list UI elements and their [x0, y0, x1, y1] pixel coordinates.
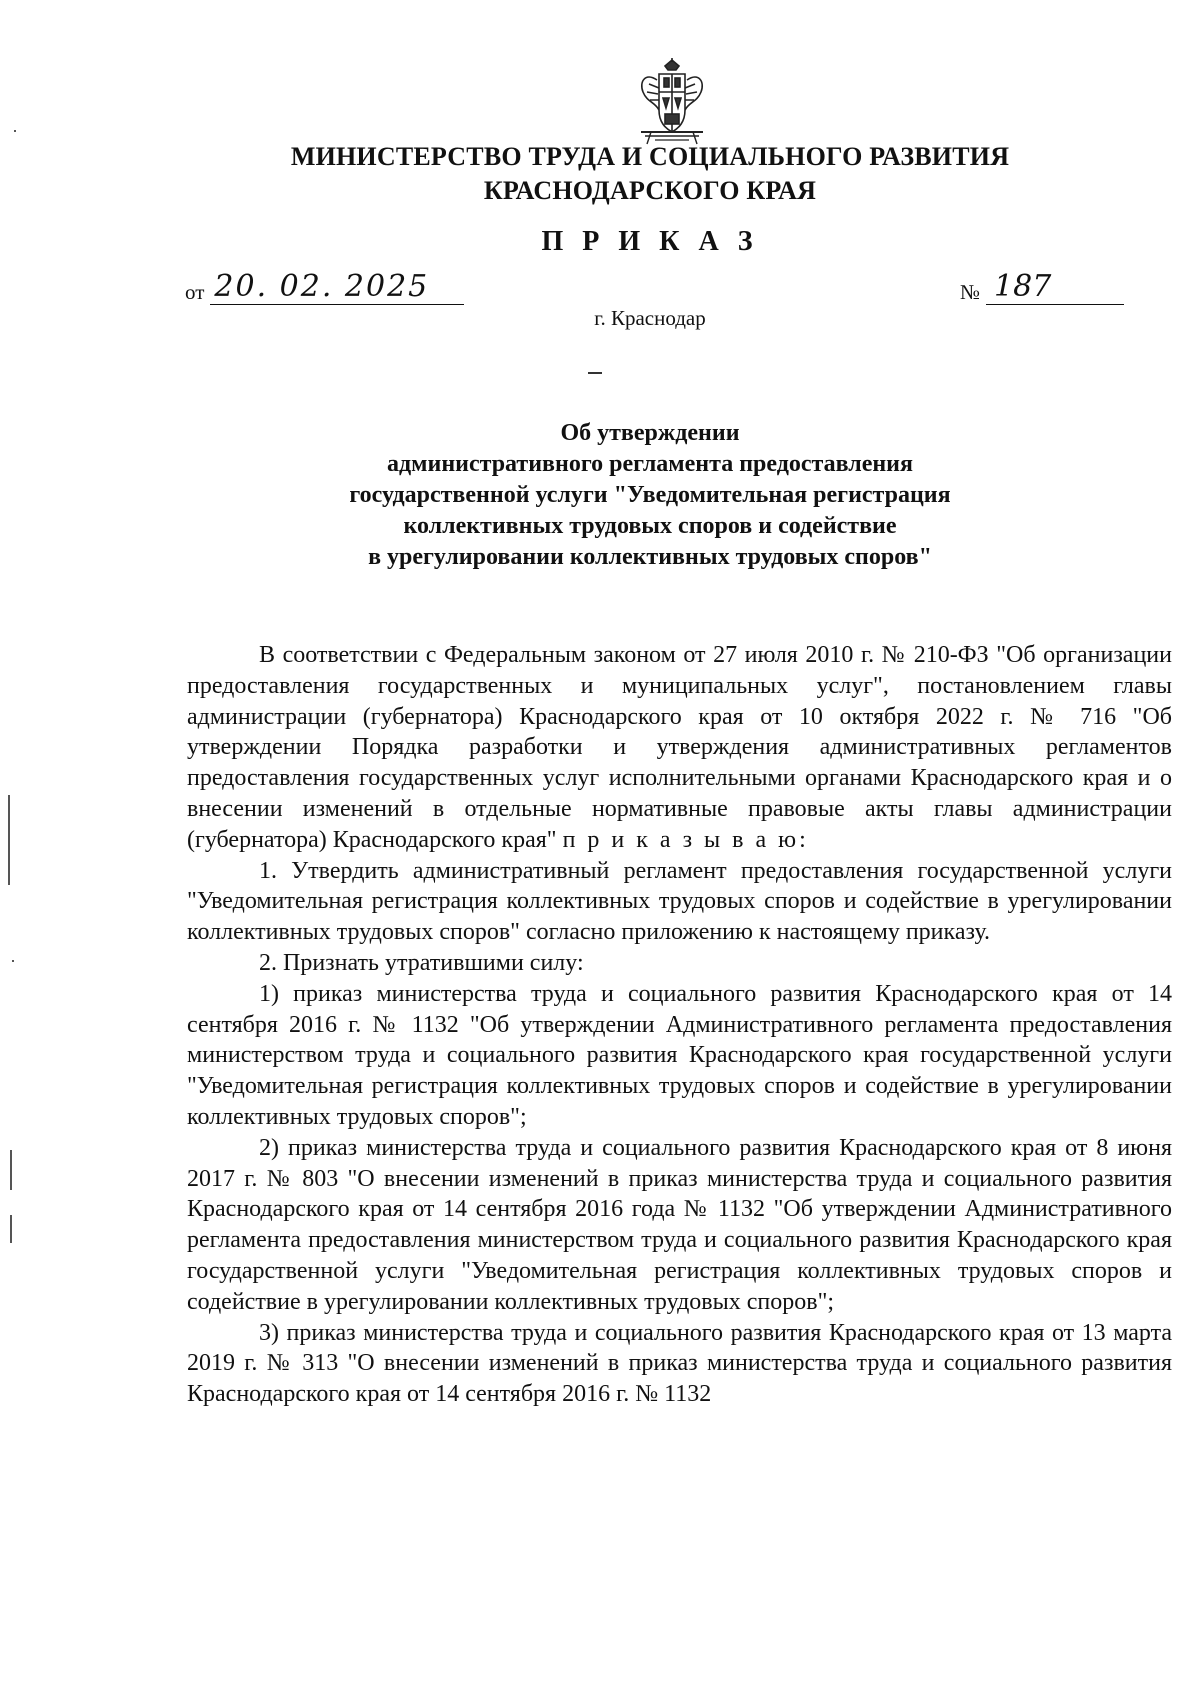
scan-artifact [10, 1215, 12, 1243]
subject-line1: Об утверждении [560, 420, 740, 446]
item-2-paragraph: 2. Признать утратившими силу: [259, 949, 584, 976]
order-word: п р и к а з ы в а ю: [562, 826, 809, 853]
ministry-name [240, 140, 1060, 208]
preamble-paragraph [187, 640, 1172, 856]
order-number [960, 270, 1124, 305]
scan-artifact [8, 795, 10, 885]
order-city: г. Краснодар [594, 306, 706, 330]
subject-line5: в урегулировании коллективных трудовых споров" [368, 544, 932, 570]
order-date-prefix: от [185, 280, 205, 304]
scan-artifact [12, 960, 14, 962]
order-date-value: 20. 02. 2025 [210, 270, 464, 305]
subitem-1-paragraph: 1) приказ министерства труда и социального развития Краснодарского края от 14 сентября 2016 г. № 1132 "Об утверждении Административного регламента предоставления министерством труда и социального развития Краснодарского края государственной услуги "Уведомительная регистрация коллективных трудовых споров и содействие в урегулировании коллективных трудовых споров"; [187, 980, 1172, 1130]
subject-line4: коллективных трудовых споров и содействие [403, 513, 897, 539]
order-subject [260, 418, 1040, 573]
subitem-3-paragraph: 3) приказ министерства труда и социального развития Краснодарского края от 13 марта 2019 г. № 313 "О внесении изменений в приказ министерства труда и социального развития Краснодарского края от 14 сентября 2016 г. № 1132 [187, 1319, 1172, 1408]
scan-artifact [10, 1150, 12, 1190]
subject-line2: административного регламента предоставления [387, 451, 913, 477]
order-date [185, 270, 464, 305]
krasnodar-coat-of-arms-icon [635, 58, 709, 146]
order-title: П Р И К А З [541, 226, 759, 257]
ministry-name-line1: МИНИСТЕРСТВО ТРУДА И СОЦИАЛЬНОГО РАЗВИТИЯ [290, 142, 1010, 171]
divider-dash [588, 372, 602, 374]
item-1-paragraph: 1. Утвердить административный регламент предоставления государственной услуги "Уведомительная регистрация коллективных трудовых споров и содействие в урегулировании коллективных трудовых споров" согласно приложению к настоящему приказу. [187, 857, 1172, 946]
order-number-value: 187 [986, 270, 1124, 305]
preamble-text: В соответствии с Федеральным законом от 27 июля 2010 г. № 210-ФЗ "Об организации предоставления государственных и муниципальных услуг", постановлением главы администрации (губернатора) Краснодарского края от 10 октября 2022 г. № 716 "Об утверждении Порядка разработки и утверждения административных регламентов предоставления государственных услуг исполнительными органами Краснодарского края и о внесении изменений в отдельные нормативные правовые акты главы администрации (губернатора) Краснодарского края" [187, 642, 1172, 853]
subject-line3: государственной услуги "Уведомительная регистрация [349, 482, 951, 508]
ministry-name-line2: КРАСНОДАРСКОГО КРАЯ [483, 176, 817, 205]
order-number-prefix: № [960, 280, 981, 304]
subitem-2-paragraph: 2) приказ министерства труда и социального развития Краснодарского края от 8 июня 2017 г. № 803 "О внесении изменений в приказ министерства труда и социального развития Краснодарского края от 14 сентября 2016 года № 1132 "Об утверждении Административного регламента предоставления министерством труда и социального развития Краснодарского края государственной услуги "Уведомительная регистрация коллективных трудовых споров и содействие в урегулировании коллективных трудовых споров"; [187, 1134, 1172, 1315]
order-body [187, 640, 1172, 1410]
scan-artifact [14, 130, 16, 132]
